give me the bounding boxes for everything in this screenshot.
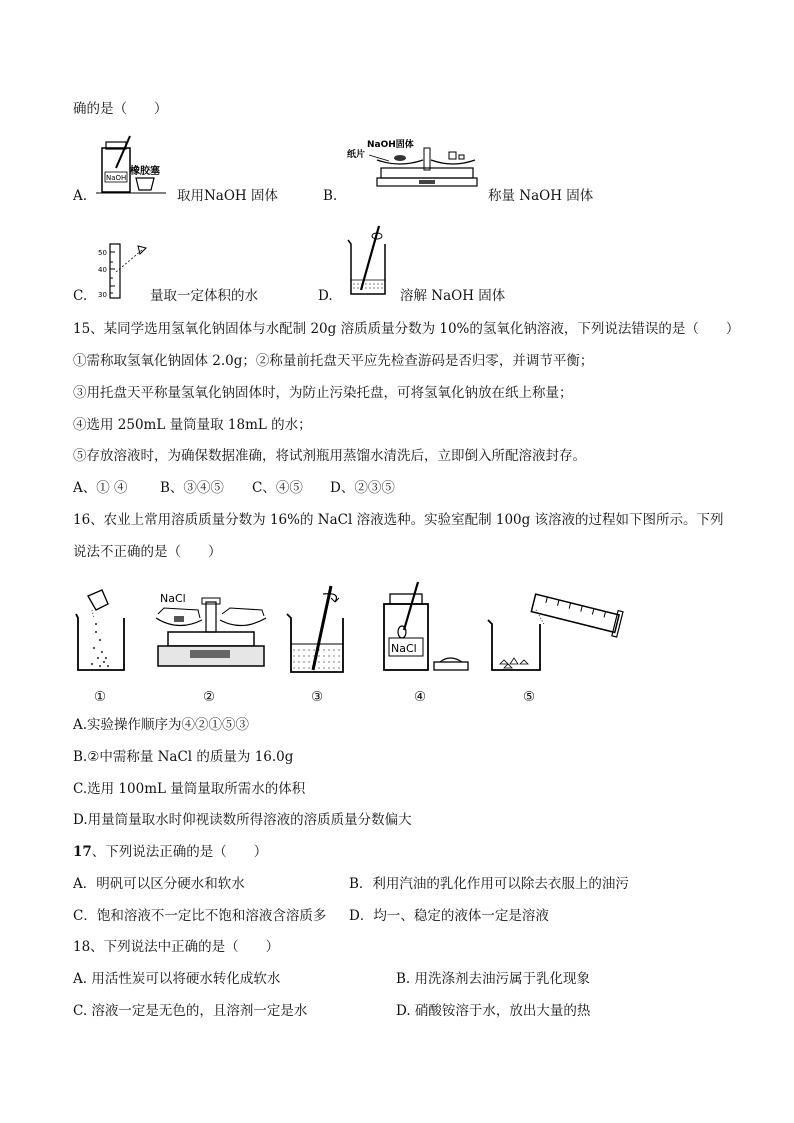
- q14-option-b-letter: B.: [323, 188, 338, 204]
- q14-option-d-beaker-figure: [343, 224, 393, 298]
- q17-stem-text: 、下列说法正确的是（ ）: [91, 844, 268, 860]
- q16-step-label-1: ①: [94, 689, 107, 705]
- q16-stem-line2: 说法不正确的是（ ）: [73, 544, 222, 560]
- q17-option-a: A．明矾可以区分硬水和软水: [73, 876, 245, 892]
- q16-option-d: D.用量筒量取水时仰视读数所得溶液的溶质质量分数偏大: [73, 812, 412, 828]
- q16-step4-reagent-bottle-figure: [380, 578, 476, 676]
- q15-statement-3: ④选用 250mL 量筒量取 18mL 的水；: [73, 417, 312, 433]
- q14-option-c-letter: C.: [73, 288, 88, 304]
- q15-stem: 15、某同学选用氢氧化钠固体与水配制 20g 溶质质量分数为 10%的氢氧化钠溶液，下列说法错误的是（ ）: [73, 321, 740, 337]
- q16-step-label-2: ②: [203, 689, 216, 705]
- q15-option-b: B、③④⑤: [160, 480, 224, 496]
- paper-label: 纸片: [347, 150, 366, 160]
- q16-step-label-5: ⑤: [523, 689, 536, 705]
- q15-option-c: C、④⑤: [252, 480, 303, 496]
- q18-option-d: D. 硝酸铵溶于水，放出大量的热: [396, 1003, 591, 1019]
- q14-stem-tail: 确的是（ ）: [73, 101, 168, 117]
- q15-statement-2: ③用托盘天平称量氢氧化钠固体时，为防止污染托盘，可将氢氧化钠放在纸上称量；: [73, 385, 573, 401]
- scale-30: 30: [98, 291, 107, 299]
- scale-40: 40: [98, 266, 107, 274]
- q14-option-c-cylinder-figure: [96, 242, 150, 300]
- q15-option-a: A、① ④: [73, 480, 128, 496]
- naoh-bottle-label: NaOH: [106, 174, 127, 182]
- q14-option-d-text: 溶解 NaOH 固体: [400, 288, 506, 304]
- naoh-solid-label: NaOH固体: [367, 140, 414, 150]
- q18-option-c: C. 溶液一定是无色的，且溶剂一定是水: [73, 1003, 308, 1019]
- q14-option-b-text: 称量 NaOH 固体: [488, 188, 594, 204]
- q16-step3-stir-figure: [285, 584, 355, 676]
- q17-number: 17: [73, 844, 92, 860]
- q16-balance-nacl-label: NaCl: [160, 592, 186, 605]
- q16-option-c: C.选用 100mL 量筒量取所需水的体积: [73, 781, 306, 797]
- q16-bottle-nacl-label: NaCl: [391, 642, 417, 655]
- q14-option-d-letter: D.: [318, 288, 333, 304]
- q16-option-b: B.②中需称量 NaCl 的质量为 16.0g: [73, 749, 294, 765]
- q17-option-d: D．均一、稳定的液体一定是溶液: [349, 908, 549, 924]
- scale-50: 50: [98, 249, 107, 257]
- q16-stem-line1: 16、农业上常用溶质质量分数为 16%的 NaCl 溶液选种。实验室配制 100g 该溶液的过程如下图所示。下列: [73, 512, 724, 528]
- q17-stem: [73, 843, 267, 861]
- q18-option-a: A. 用活性炭可以将硬水转化成软水: [73, 971, 281, 987]
- q18-stem: 18、下列说法中正确的是（ ）: [73, 939, 280, 955]
- q16-step1-pour-solid-figure: [72, 588, 134, 674]
- q15-option-d: D、②③⑤: [330, 480, 395, 496]
- q14-option-b-balance-figure: [345, 138, 487, 194]
- q16-step5-pour-water-figure: [484, 592, 626, 674]
- q14-option-a-text: 取用NaOH 固体: [177, 188, 278, 204]
- q18-option-b: B. 用洗涤剂去油污属于乳化现象: [396, 971, 591, 987]
- q16-option-a: A.实验操作顺序为④②①⑤③: [73, 717, 250, 733]
- q14-option-a-letter: A.: [73, 188, 88, 204]
- q17-option-c: C．饱和溶液不一定比不饱和溶液含溶质多: [73, 908, 327, 924]
- rubber-stopper-label: 橡胶塞: [130, 166, 160, 177]
- q16-step2-balance-figure: [150, 588, 272, 674]
- q14-option-a-figure: [96, 134, 172, 196]
- q17-option-b: B．利用汽油的乳化作用可以除去衣服上的油污: [349, 876, 629, 892]
- q16-step-label-3: ③: [311, 689, 324, 705]
- q16-step-label-4: ④: [414, 689, 427, 705]
- q15-statement-1: ①需称取氢氧化钠固体 2.0g；②称量前托盘天平应先检查游码是否归零，并调节平衡；: [73, 353, 594, 369]
- q14-option-c-text: 量取一定体积的水: [150, 288, 258, 304]
- q15-statement-4: ⑤存放溶液时，为确保数据准确，将试剂瓶用蒸馏水清洗后，立即倒入所配溶液封存。: [73, 448, 586, 464]
